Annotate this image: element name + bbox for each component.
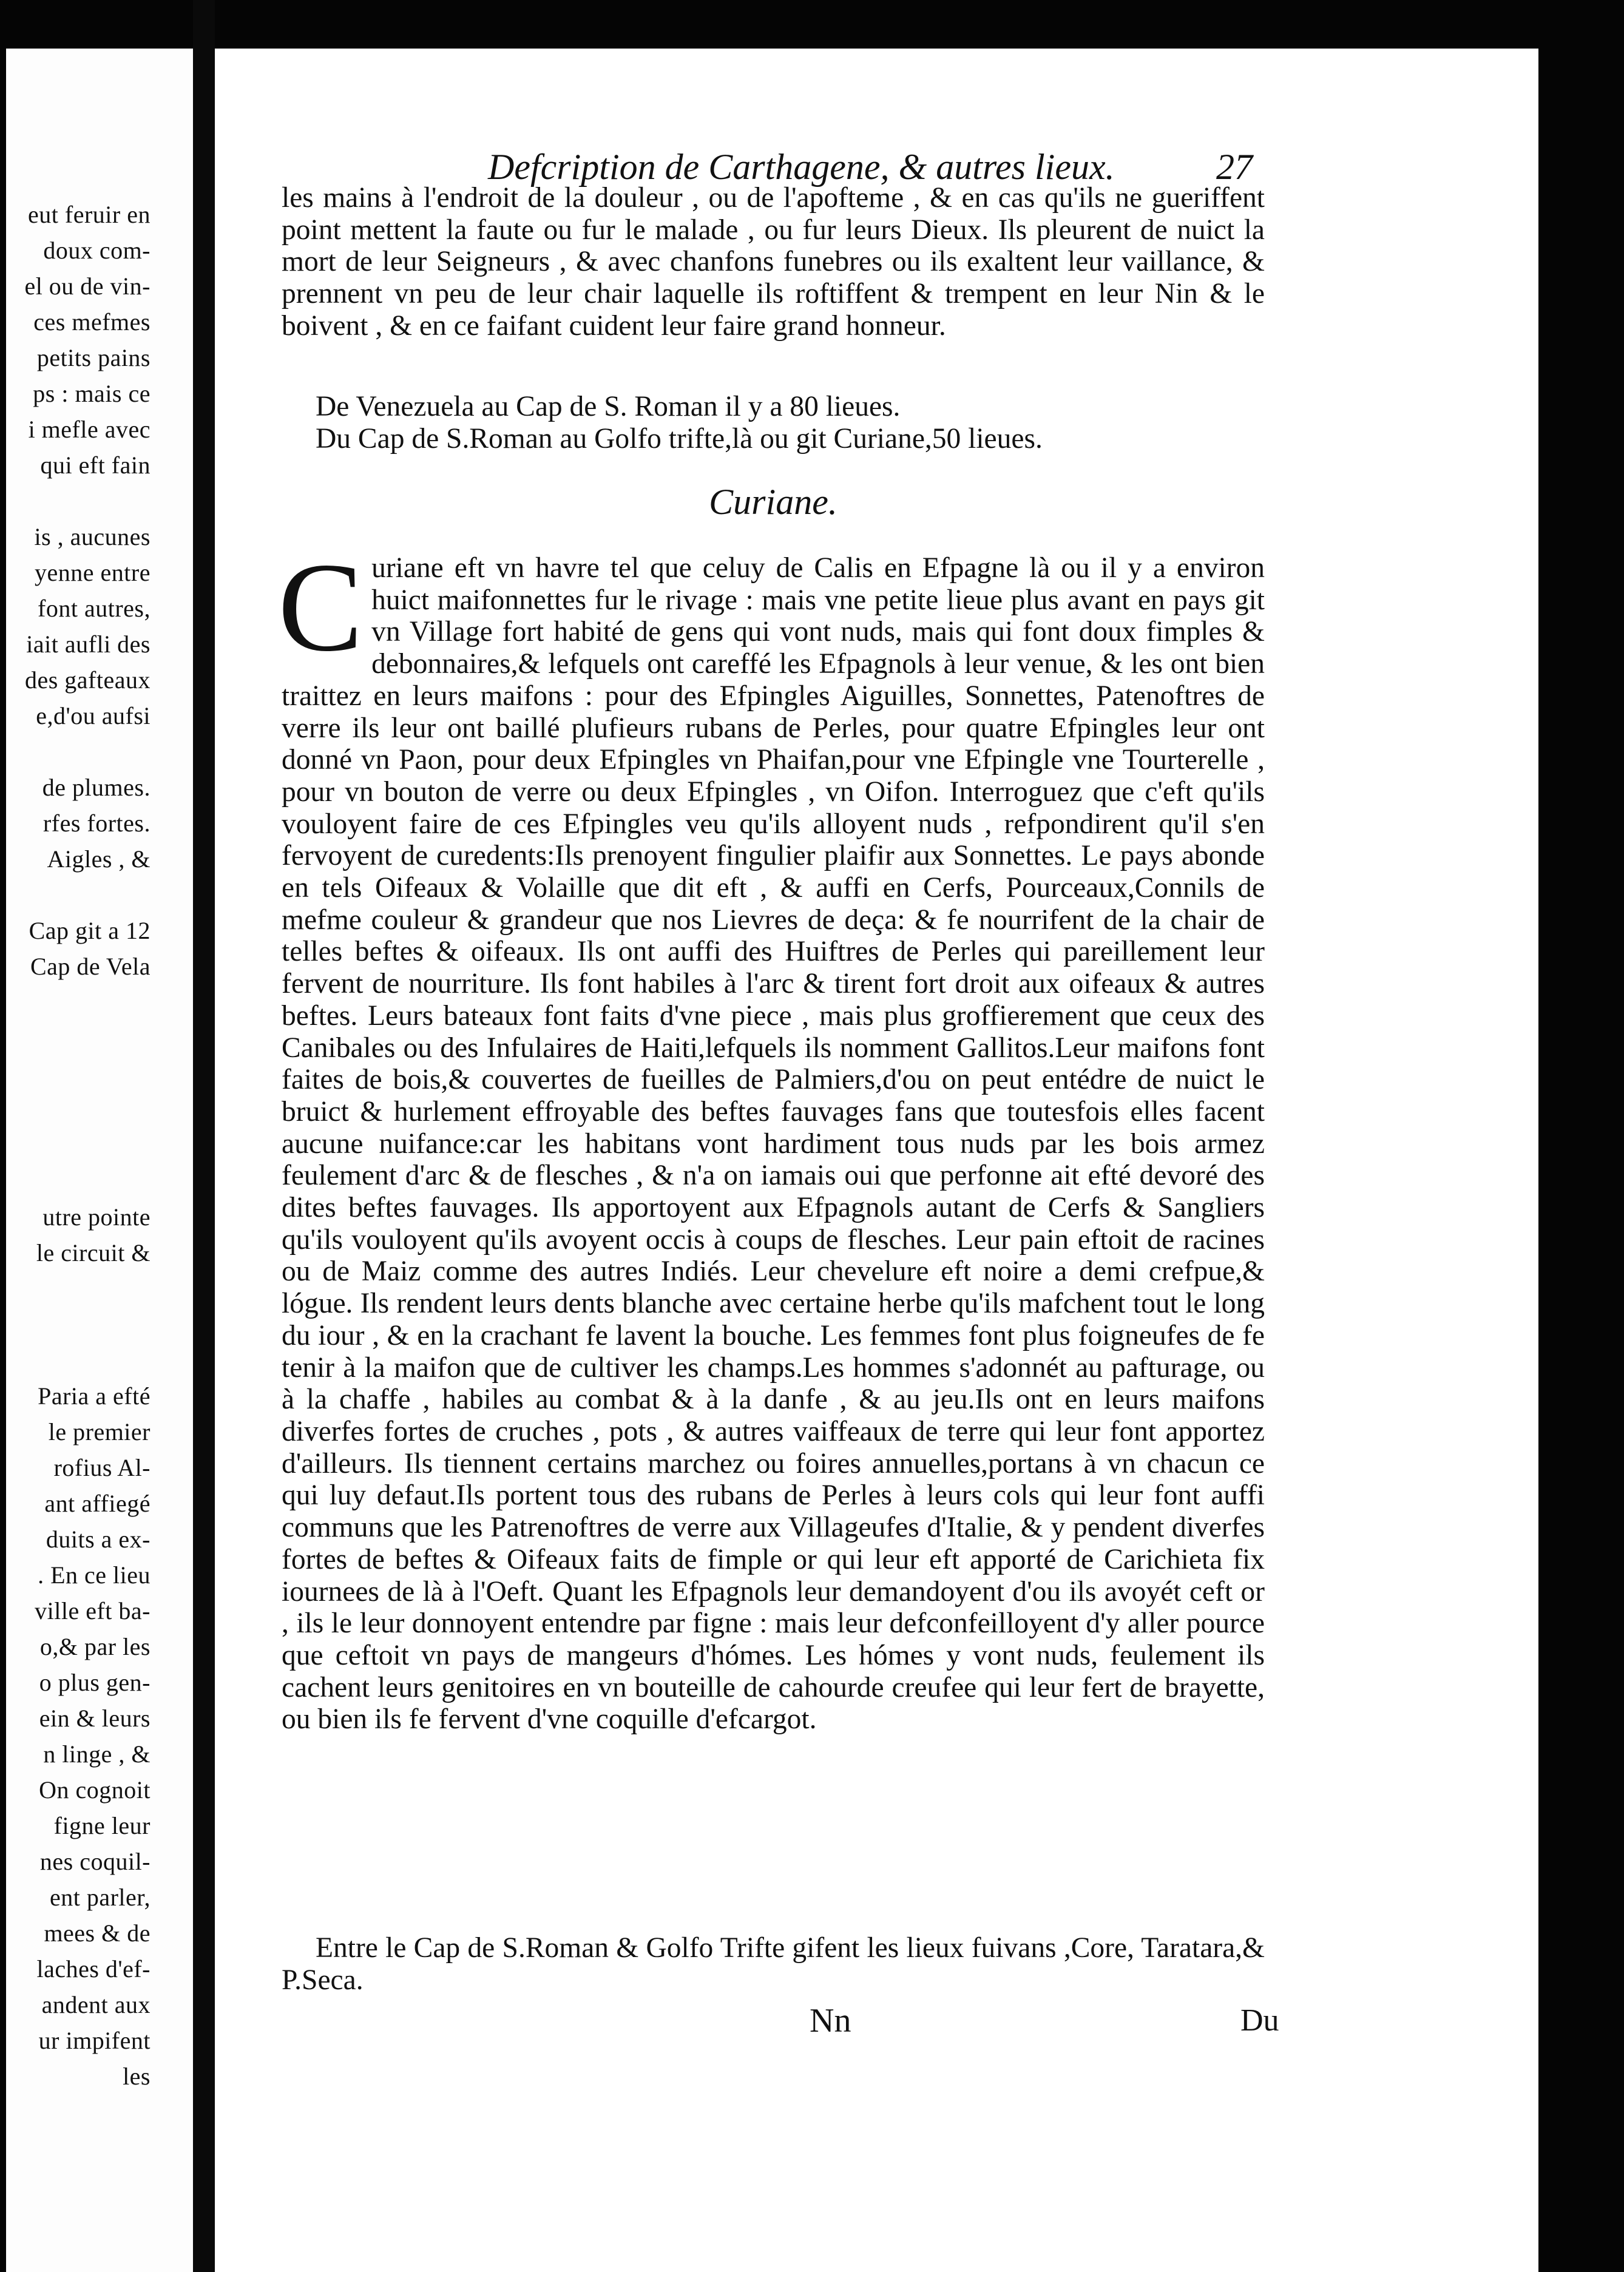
signature-mark: Nn (810, 2002, 851, 2040)
scan-border-top (0, 0, 1624, 49)
facing-page-line: ant affiegé (44, 1490, 151, 1517)
facing-page-line: mees & de (44, 1919, 151, 1947)
facing-page-line: el ou de vin- (24, 272, 151, 300)
facing-page-line: iait aufli des (26, 631, 151, 658)
facing-page-line: le circuit & (36, 1239, 151, 1266)
facing-page-line: yenne entre (35, 559, 151, 586)
facing-page-line: duits a ex- (46, 1526, 151, 1553)
distance-notes (282, 391, 1265, 455)
distance-line-2: Du Cap de S.Roman au Golfo trifte,là ou git Curiane,50 lieues. (316, 422, 1043, 455)
facing-page-line: utre pointe (42, 1203, 151, 1231)
facing-page-line: . En ce lieu (38, 1561, 151, 1589)
facing-page-line: n linge , & (43, 1740, 151, 1768)
facing-page-line: Cap de Vela (30, 953, 151, 980)
facing-page-line: figne leur (53, 1812, 151, 1839)
facing-page-line: ps : mais ce (33, 380, 151, 407)
facing-page-line: is , aucunes (34, 523, 151, 550)
page-number: 27 (1216, 147, 1253, 187)
facing-page-line: nes coquil- (39, 1848, 151, 1875)
facing-page-line: des gafteaux (24, 666, 151, 694)
paragraph-curiane (278, 537, 1265, 1736)
catchword: Du (1240, 2003, 1279, 2038)
facing-page-line: ent parler, (49, 1884, 151, 1911)
facing-page-line: andent aux (41, 1991, 151, 2018)
paragraph-continued (282, 182, 1265, 342)
scan-border-right (1538, 0, 1624, 2272)
book-gutter (193, 0, 215, 2272)
facing-page-line: rofius Al- (53, 1454, 151, 1481)
facing-page-line: Aigles , & (47, 845, 151, 873)
section-title: Curiane. (709, 482, 837, 522)
facing-page-line: ville eft ba- (35, 1597, 151, 1625)
drop-cap: C (278, 537, 364, 678)
closing-paragraph (282, 1932, 1265, 1996)
facing-page-line: qui eft fain (40, 451, 151, 479)
facing-page-line: Paria a efté (38, 1382, 151, 1410)
paragraph-1-text: les mains à l'endroit de la douleur , ou de l'apofteme , & en cas qu'ils ne gueriffent point mettent la faute ou fur le malade , ou fur leurs Dieux. Ils pleurent de nuict la mort de leur Seigneurs , & avec chanfons funebres ou ils exaltent leur vaillance, & prennent vn peu de leur chair laquelle ils roftiffent & trempent en leur Nin & le boivent , & en ce faifant cuident leur faire grand honneur. (282, 182, 1265, 342)
distance-line-1: De Venezuela au Cap de S. Roman il y a 80 lieues. (316, 391, 901, 422)
paragraph-2-text: uriane eft vn havre tel que celuy de Calis en Efpagne là ou il y a environ huict maifonnettes fur le rivage : mais vne petite lieue plus avant en pays git vn Village fort habité de gens qui vont nuds, mais qui font doux fimples & debonnaires,& lefquels ont careffé les Efpagnols à leur venue, & les ont bien traittez en leurs maifons : pour des Efpingles Aiguilles, Sonnettes, Patenoftres de verre ils leur ont baillé plufieurs rubans de Perles, pour quatre Efpingles leur ont donné vn Paon, pour deux Efpingles vn Phaifan,pour vne Efpingle vne Tourterelle , pour vn bouton de verre ou deux Efpingles , vn Oifon. Interroguez que c'eft qu'ils vouloyent faire de ces Efpingles veu qu'ils alloyent nuds , refpondirent qu'il s'en fervoyent de curedents:Ils prenoyent fingulier plaifir aux Sonnettes. Le pays abonde en tels Oifeaux & Volaille que dit eft , & auffi en Cerfs, Pourceaux,Connils de mefme couleur & grandeur que nos Lievres de deça: & fe nourrifent de la chair de telles beftes & oifeaux. Ils ont auffi des Huiftres de Perles qui pareillement leur fervent de nourriture. Ils font habiles à l'arc & tirent fort droit aux oifeaux & autres beftes. Leurs bateaux font faits d'vne piece , mais plus groffierement que ceux des Canibales ou des Infulaires de Haiti,lefquels ils nomment Gallitos.Leur maifons font faites de bois,& couvertes de fueilles de Palmiers,d'ou on peut entédre de nuict le bruict & hurlement effroyable des beftes fauvages fans que toutesfois elles facent aucune nuifance:car les habitans vont hardiment tous nuds par les bois armez feulement d'arc & de flesches , & n'a on iamais oui que perfonne ait efté devoré des dites beftes fauvages. Ils apportoyent aux Efpagnols autant de Cerfs & Sangliers qu'ils vouloyent qu'ils avoyent occis à coups de flesches. Leur pain eftoit de racines ou de Maiz comme des autres Indiés. Leur chevelure eft noire a demi crefpue,& lógue. Ils rendent leurs dents blanche avec certaine herbe qu'ils mafchent tout le long du iour , & en la crachant fe lavent la bouche. Les femmes font plus foigneufes de fe tenir à la maifon que de cultiver les champs.Les hommes s'adonnét au pafturage, ou à la chaffe , habiles au combat & à la danfe , & au jeu.Ils ont en leurs maifons diverfes fortes de cruches , pots , & autres vaiffeaux de terre qui leur font apportez d'ailleurs. Ils tiennent certains marchez ou foires annuelles,portans à vn chacun ce qui luy defaut.Ils portent tous des rubans de Perles à leurs cols qui leur font auffi communs que les Patrenoftres de verre aux Villageufes d'Italie, & y pendent diverfes fortes de beftes & Oifeaux faits de fimple or qui leur eft apporté de Carichieta fix iournees de là à l'Oeft. Quant les Efpagnols leur demandoyent d'ou ils avoyét ceft or , ils le leur donnoyent entendre par figne : mais leur defconfeilloyent d'y aller pource que ceftoit vn pays de mangeurs d'hómes. Les hómes y vont nuds, feulement ils cachent leurs genitoires en vn bouteille de cahourde creufee qui leur fert de brayette, ou bien ils fe fervent d'vne coquille d'efcargot. (282, 552, 1265, 1736)
facing-page-line: o plus gen- (39, 1669, 151, 1696)
facing-page-line: ein & leurs (39, 1705, 151, 1732)
facing-page-line: petits pains (36, 344, 151, 371)
facing-page-line: On cognoit (39, 1776, 151, 1804)
facing-page-line: ces mefmes (33, 308, 151, 336)
facing-page-line: le premier (48, 1418, 151, 1445)
facing-page-line: laches d'ef- (36, 1955, 151, 1983)
facing-page-line: font autres, (38, 595, 151, 622)
facing-page-line: les (123, 2063, 151, 2090)
facing-page (6, 49, 193, 2272)
facing-page-line: de plumes. (42, 774, 151, 801)
scan-border-left (0, 0, 6, 2272)
facing-page-line: eut feruir en (28, 201, 151, 228)
facing-page-line: doux com- (43, 237, 151, 264)
running-head: Defcription de Carthagene, & autres lieux. (488, 147, 1115, 187)
facing-page-line: Cap git a 12 (29, 917, 151, 944)
facing-page-line: ur impifent (38, 2027, 151, 2054)
facing-page-line: o,& par les (39, 1633, 151, 1660)
main-page (215, 49, 1538, 2272)
facing-page-line: e,d'ou aufsi (36, 702, 151, 729)
facing-page-line: i mefle avec (28, 416, 151, 443)
facing-page-line: rfes fortes. (42, 810, 151, 837)
closing-text: Entre le Cap de S.Roman & Golfo Trifte gifent les lieux fuivans ,Core, Taratara,& P.Seca. (282, 1932, 1265, 1996)
